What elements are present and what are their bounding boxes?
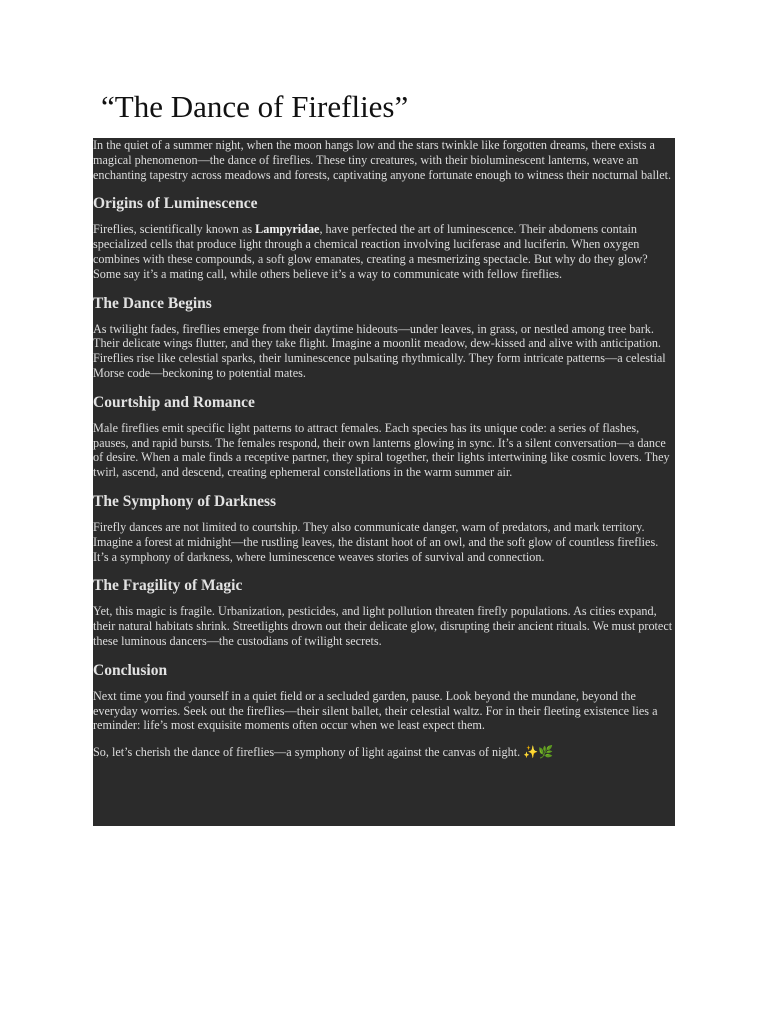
dance-paragraph: As twilight fades, fireflies emerge from their daytime hideouts—under leaves, in grass, or nestled among tree bark. Their delicate wings flutter, and they take flight. Imagine a moonlit meadow, dew-kissed and alive with anticipation. Fireflies rise like celestial sparks, their luminescence pulsating rhythmically. They form intricate patterns—a celestial Morse code—beckoning to potential mates. — [93, 321, 666, 380]
section-heading-origins: Origins of Luminescence — [93, 195, 258, 213]
conclusion-paragraph: Next time you find yourself in a quiet field or a secluded garden, pause. Look beyond the mundane, beyond the everyday worries. Seek out the fireflies—their silent ballet, their celestial waltz. For in their fleeting existence lies a reminder: life’s most exquisite moments often occur when we least expect them. — [93, 688, 658, 733]
courtship-paragraph: Male fireflies emit specific light patterns to attract females. Each species has its unique code: a series of flashes, pauses, and rapid bursts. The females respond, their own lanterns glowing in sync. It’s a silent conversation—a dance of desire. When a male finds a receptive partner, they spiral together, their lights intertwining like cosmic lovers. They twirl, ascend, and descend, creating ephemeral constellations in the warm summer air. — [93, 420, 670, 480]
article-body — [93, 138, 675, 826]
origins-text-after: , have perfected the art of luminescence. Their abdomens contain specialized cells that produce light through a chemical reaction involving luciferase and luciferin. When oxygen combines with these compounds, a soft glow emanates, creating a mesmerizing spectacle. But why do they glow? Some say it’s a mating call, while others believe it’s a way to communicate with fellow fireflies. — [93, 222, 648, 281]
section-heading-conclusion: Conclusion — [93, 661, 168, 679]
intro-paragraph: In the quiet of a summer night, when the moon hangs low and the stars twinkle like forgotten dreams, there exists a magical phenomenon—the dance of fireflies. These tiny creatures, with their bioluminescent lanterns, weave an enchanting tapestry across meadows and forests, captivating anyone fortunate enough to witness their nocturnal ballet. — [93, 138, 672, 182]
fragility-paragraph: Yet, this magic is fragile. Urbanization, pesticides, and light pollution threaten firefly populations. As cities expand, their natural habitats shrink. Streetlights drown out their delicate glow, disrupting their ancient rituals. We must protect these luminous dancers—the custodians of twilight secrets. — [93, 604, 673, 648]
origins-bold-term: Lampyridae — [255, 222, 320, 237]
section-heading-symphony: The Symphony of Darkness — [93, 492, 277, 510]
section-heading-courtship: Courtship and Romance — [93, 393, 255, 411]
section-heading-dance: The Dance Begins — [93, 294, 212, 312]
origins-text-before: Fireflies, scientifically known as — [93, 222, 256, 237]
closing-paragraph: So, let’s cherish the dance of fireflies—a symphony of light against the canvas of night. ✨🌿 — [93, 745, 554, 760]
origins-paragraph — [93, 222, 675, 281]
section-heading-fragility: The Fragility of Magic — [93, 577, 243, 595]
symphony-paragraph: Firefly dances are not limited to courtship. They also communicate danger, warn of predators, and mark territory. Imagine a forest at midnight—the rustling leaves, the distant hoot of an owl, and the soft glow of countless fireflies. It’s a symphony of darkness, where luminescence weaves stories of survival and connection. — [93, 519, 659, 564]
page-title: “The Dance of Fireflies” — [101, 89, 409, 124]
